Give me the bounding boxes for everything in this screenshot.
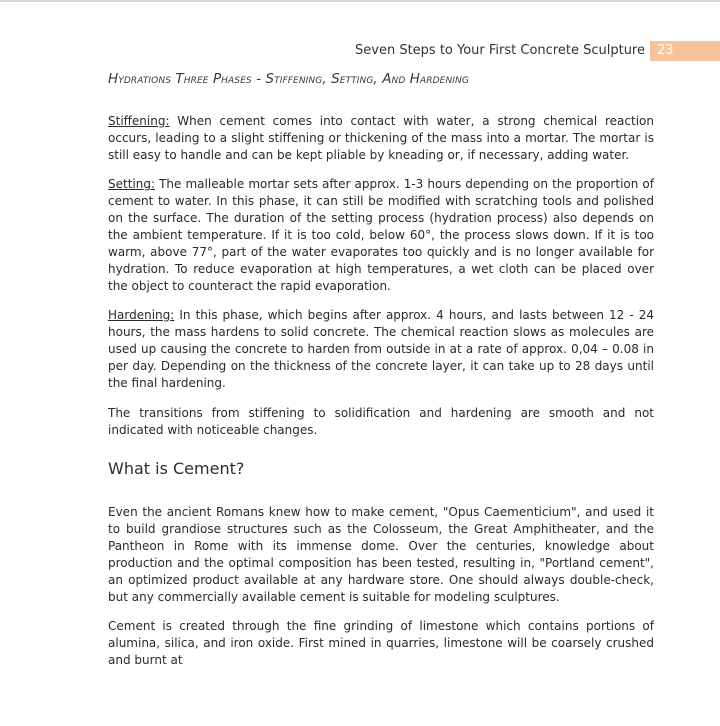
paragraph-setting <box>108 176 654 295</box>
term-hardening: Hardening: <box>108 308 175 322</box>
top-border <box>0 0 720 2</box>
section-heading: Hydrations Three Phases - Stiffening, Setting, And Hardening <box>108 71 469 87</box>
paragraph-hardening <box>108 307 654 392</box>
term-stiffening: Stiffening: <box>108 114 170 128</box>
heading-what-is-cement: What is Cement? <box>108 459 245 478</box>
term-setting: Setting: <box>108 177 156 191</box>
paragraph-stiffening-text: When cement comes into contact with water, a strong chemical reaction occurs, leading to a slight stiffening or thickening of the mass into a mortar. The mortar is still easy to handle and can be kept pliable by kneading or, if necessary, adding water. <box>108 114 654 162</box>
paragraph-transition-note: The transitions from stiffening to solidification and hardening are smooth and not indicated with noticeable changes. <box>108 406 654 437</box>
paragraph-stiffening <box>108 113 654 164</box>
paragraph-hardening-text: In this phase, which begins after approx. 4 hours, and lasts between 12 - 24 hours, the mass hardens to solid concrete. The chemical reaction slows as molecules are used up causing the concrete to harden from outside in at a rate of approx. 0,04 – 0.08 in per day. Depending on the thickness of the concrete layer, it can take up to 28 days until the final hardening. <box>108 308 654 390</box>
page-number-badge: 23 <box>650 41 720 61</box>
paragraph-cement-history: Even the ancient Romans knew how to make cement, "Opus Caementicium", and used it to build grandiose structures such as the Colosseum, the Great Amphitheater, and the Pantheon in Rome with its immense dome. Over the centuries, knowledge about production and the optimal composition has been tested, resulting in, "Portland cement", an optimized product available at any hardware store. One should always double-check, but any commercially available cement is suitable for modeling sculptures. <box>108 505 654 604</box>
paragraph-setting-text: The malleable mortar sets after approx. 1-3 hours depending on the proportion of cement to water. In this phase, it can still be modified with scratching tools and polished on the surface. The duration of the setting process (hydration process) also depends on the ambient temperature. If it is too cold, below 60°, the process slows down. If it is too warm, above 77°, part of the water evaporates too quickly and is no longer available for hydration. To reduce evaporation at high temperatures, a wet cloth can be placed over the object to counteract the rapid evaporation. <box>108 177 654 293</box>
paragraph-cement-production: Cement is created through the fine grinding of limestone which contains portions of alumina, silica, and iron oxide. First mined in quarries, limestone will be coarsely crushed and burnt at <box>108 619 654 667</box>
running-header-title: Seven Steps to Your First Concrete Sculpture <box>355 43 645 58</box>
